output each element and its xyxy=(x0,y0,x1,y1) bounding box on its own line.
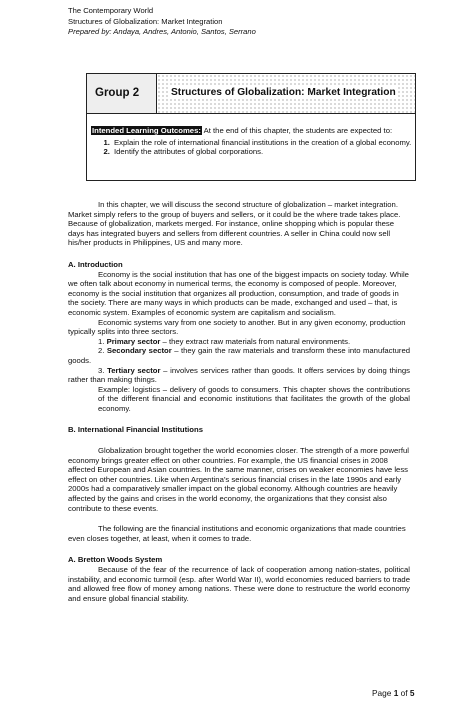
paragraph: Economic systems vary from one society to another. But in any given economy, production typically splits into three sectors. xyxy=(68,317,406,337)
sector-label: Primary sector xyxy=(106,336,161,346)
learning-outcomes xyxy=(91,126,413,157)
chapter-title: Structures of Globalization: Market Integration xyxy=(68,16,223,26)
sector-text: – they extract raw materials from natural environments. xyxy=(160,336,351,346)
outcome-item: 2. Identify the attributes of global corporations. xyxy=(112,147,413,157)
ilo-label: Intended Learning Outcomes: xyxy=(92,126,201,135)
title-cell xyxy=(157,74,415,114)
paragraph: The following are the financial institutions and economic organizations that made countries even closes together, at least, when it comes to trade. xyxy=(68,524,406,543)
course-title: The Contemporary World xyxy=(68,6,154,15)
intro-paragraph: In this chapter, we will discuss the second structure of globalization – market integration. Market simply refers to the group of buyers and sellers, or it could be the where trade takes place. Because of globalization, markets merged. For instance, online shopping which is popular these days has integrated buyers and sellers from different countries. A seller in China could now sell his/her products in Philippines, US and many more. xyxy=(68,200,401,248)
sector-item xyxy=(68,337,410,347)
section-heading: A. Introduction xyxy=(68,259,123,269)
chapter-box xyxy=(86,73,416,181)
sector-number: 1. xyxy=(98,336,107,346)
document-body xyxy=(68,200,410,603)
sector-item xyxy=(68,366,410,385)
authors-line: Prepared by: Andaya, Andres, Antonio, Santos, Serrano xyxy=(68,27,256,37)
example-paragraph: Example: logistics – delivery of goods to consumers. This chapter shows the contributions of the different financial and economic institutions that facilitates the growth of the global economy. xyxy=(98,384,410,413)
page-number: Page 1 of 5 xyxy=(372,688,415,698)
sector-text: – they gain the raw materials and transform these into manufactured goods. xyxy=(68,346,410,365)
ilo-text: At the end of this chapter, the students are expected to: xyxy=(201,126,393,135)
outcome-item: 1. Explain the role of international financial institutions in the creation of a global economy. xyxy=(112,138,413,148)
box-title: Structures of Globalization: Market Integration xyxy=(171,87,396,98)
sector-item xyxy=(68,346,410,365)
running-header xyxy=(68,6,256,38)
sector-label: Tertiary sector xyxy=(107,365,161,375)
sector-number: 3. xyxy=(98,365,108,375)
outcomes-list xyxy=(91,138,413,157)
sector-label: Secondary sector xyxy=(106,346,172,356)
sector-text: – involves services rather than goods. It offers services by doing things rather than making things. xyxy=(68,365,410,385)
group-label-cell xyxy=(87,74,157,114)
sector-number: 2. xyxy=(98,346,107,356)
section-heading: A. Bretton Woods System xyxy=(68,555,163,565)
group-label: Group 2 xyxy=(95,87,140,99)
section-heading: B. International Financial Institutions xyxy=(68,425,203,435)
paragraph: Because of the fear of the recurrence of lack of cooperation among nation-states, political instability, and economic turmoil (esp. after World War II), world economies reduced barriers to trade and allowed free flow of money among nations. These were done to restructure the world economy and ensure global financial stability. xyxy=(68,565,410,603)
paragraph: Globalization brought together the world economies closer. The strength of a more powerful economy brings greater effect on other countries. For example, the US financial crises in 2008 affected European and Asian countries. In the same manner, crises on weaker economies have less effect on other countries. Like when Argentina’s serious financial crises in the late 1990s and early 2000s had a comparatively smaller impact on the global economy. Although countries are heavily affected by the gains and crises in the world economy, the organizations that they consist also contribute to these events. xyxy=(68,446,409,513)
paragraph: Economy is the social institution that has one of the biggest impacts on society today. While we often talk about economy in numerical terms, the economy is composed of people. Moreover, economy is the social institution that organizes all production, consumption, and trade of goods in the society. There are many ways in which products can be made, exchanged and used – that, is economic system. Examples of economic system are capitalism and socialism. xyxy=(68,269,409,317)
